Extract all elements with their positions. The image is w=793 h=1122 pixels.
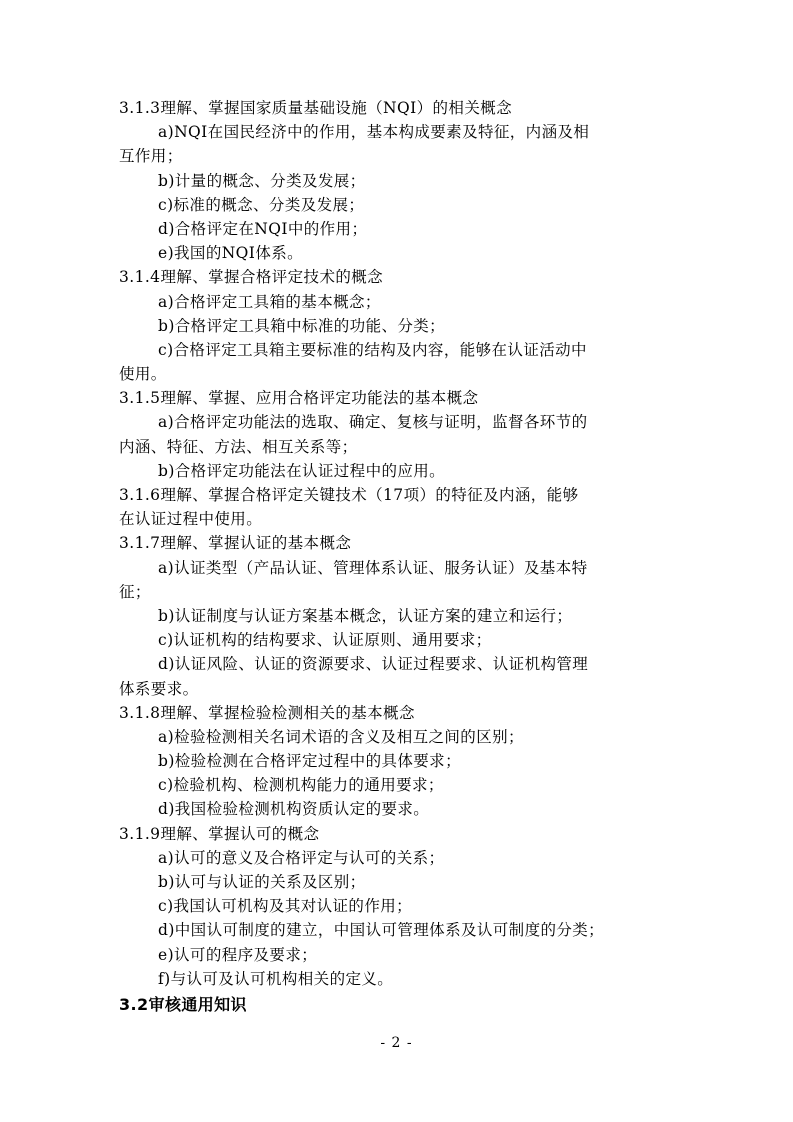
page-number: - 2 - (380, 1035, 413, 1051)
text-line: a)NQI在国民经济中的作用，基本构成要素及特征，内涵及相 (158, 123, 590, 142)
text-line: 征； (119, 582, 151, 601)
text-line: 3.1.6理解、掌握合格评定关键技术（17项）的特征及内涵，能够 (119, 486, 579, 504)
text-line: 3.1.4理解、掌握合格评定技术的概念 (119, 268, 384, 287)
text-line: e)我国的NQI体系。 (158, 244, 304, 263)
text-line: 3.1.3理解、掌握国家质量基础设施（NQI）的相关概念 (119, 99, 513, 117)
text-line: 3.1.9理解、掌握认可的概念 (119, 824, 320, 843)
text-line: a)检验检测相关名词术语的含义及相互之间的区别； (158, 727, 524, 746)
text-line: d)中国认可制度的建立，中国认可管理体系及认可制度的分类； (158, 921, 605, 940)
text-line: 使用。 (119, 365, 167, 384)
text-line: b)合格评定工具箱中标准的功能、分类； (158, 316, 446, 335)
text-line: 体系要求。 (119, 679, 199, 698)
text-line: c)检验机构、检测机构能力的通用要求； (158, 776, 444, 795)
text-line: d)合格评定在NQI中的作用； (158, 219, 368, 238)
text-line: c)标准的概念、分类及发展； (158, 195, 365, 214)
text-line: e)认可的程序及要求； (158, 945, 318, 964)
text-line: b)认证制度与认证方案基本概念，认证方案的建立和运行； (158, 606, 573, 625)
text-line: 在认证过程中使用。 (119, 510, 263, 529)
text-line: d)认证风险、认证的资源要求、认证过程要求、认证机构管理 (158, 655, 589, 674)
text-line: a)认证类型（产品认证、管理体系认证、服务认证）及基本特 (158, 558, 588, 577)
text-line: 内涵、特征、方法、相互关系等； (119, 437, 358, 456)
text-line: b)合格评定功能法在认证过程中的应用。 (158, 461, 446, 480)
text-line: b)认可与认证的关系及区别； (158, 873, 366, 891)
document-body (119, 96, 664, 1017)
text-line: c)认证机构的结构要求、认证原则、通用要求； (158, 631, 492, 650)
text-line: b)计量的概念、分类及发展； (158, 171, 366, 190)
text-line: c)合格评定工具箱主要标准的结构及内容，能够在认证活动中 (158, 340, 587, 359)
text-line: d)我国检验检测机构资质认定的要求。 (158, 800, 430, 819)
text-line: b)检验检测在合格评定过程中的具体要求； (158, 752, 461, 771)
text-line: a)合格评定功能法的选取、确定、复核与证明，监督各环节的 (158, 413, 588, 432)
text-line: 互作用； (119, 147, 183, 166)
section-heading: 3.2审核通用知识 (119, 994, 247, 1014)
text-line: a)合格评定工具箱的基本概念； (158, 292, 381, 311)
text-line: 3.1.5理解、掌握、应用合格评定功能法的基本概念 (119, 389, 479, 408)
text-line: 3.1.8理解、掌握检验检测相关的基本概念 (119, 703, 415, 722)
text-line: 3.1.7理解、掌握认证的基本概念 (119, 534, 352, 553)
text-line: f)与认可及认可机构相关的定义。 (158, 969, 394, 988)
text-line: c)我国认可机构及其对认证的作用； (158, 897, 413, 916)
text-line: a)认可的意义及合格评定与认可的关系； (158, 848, 445, 867)
